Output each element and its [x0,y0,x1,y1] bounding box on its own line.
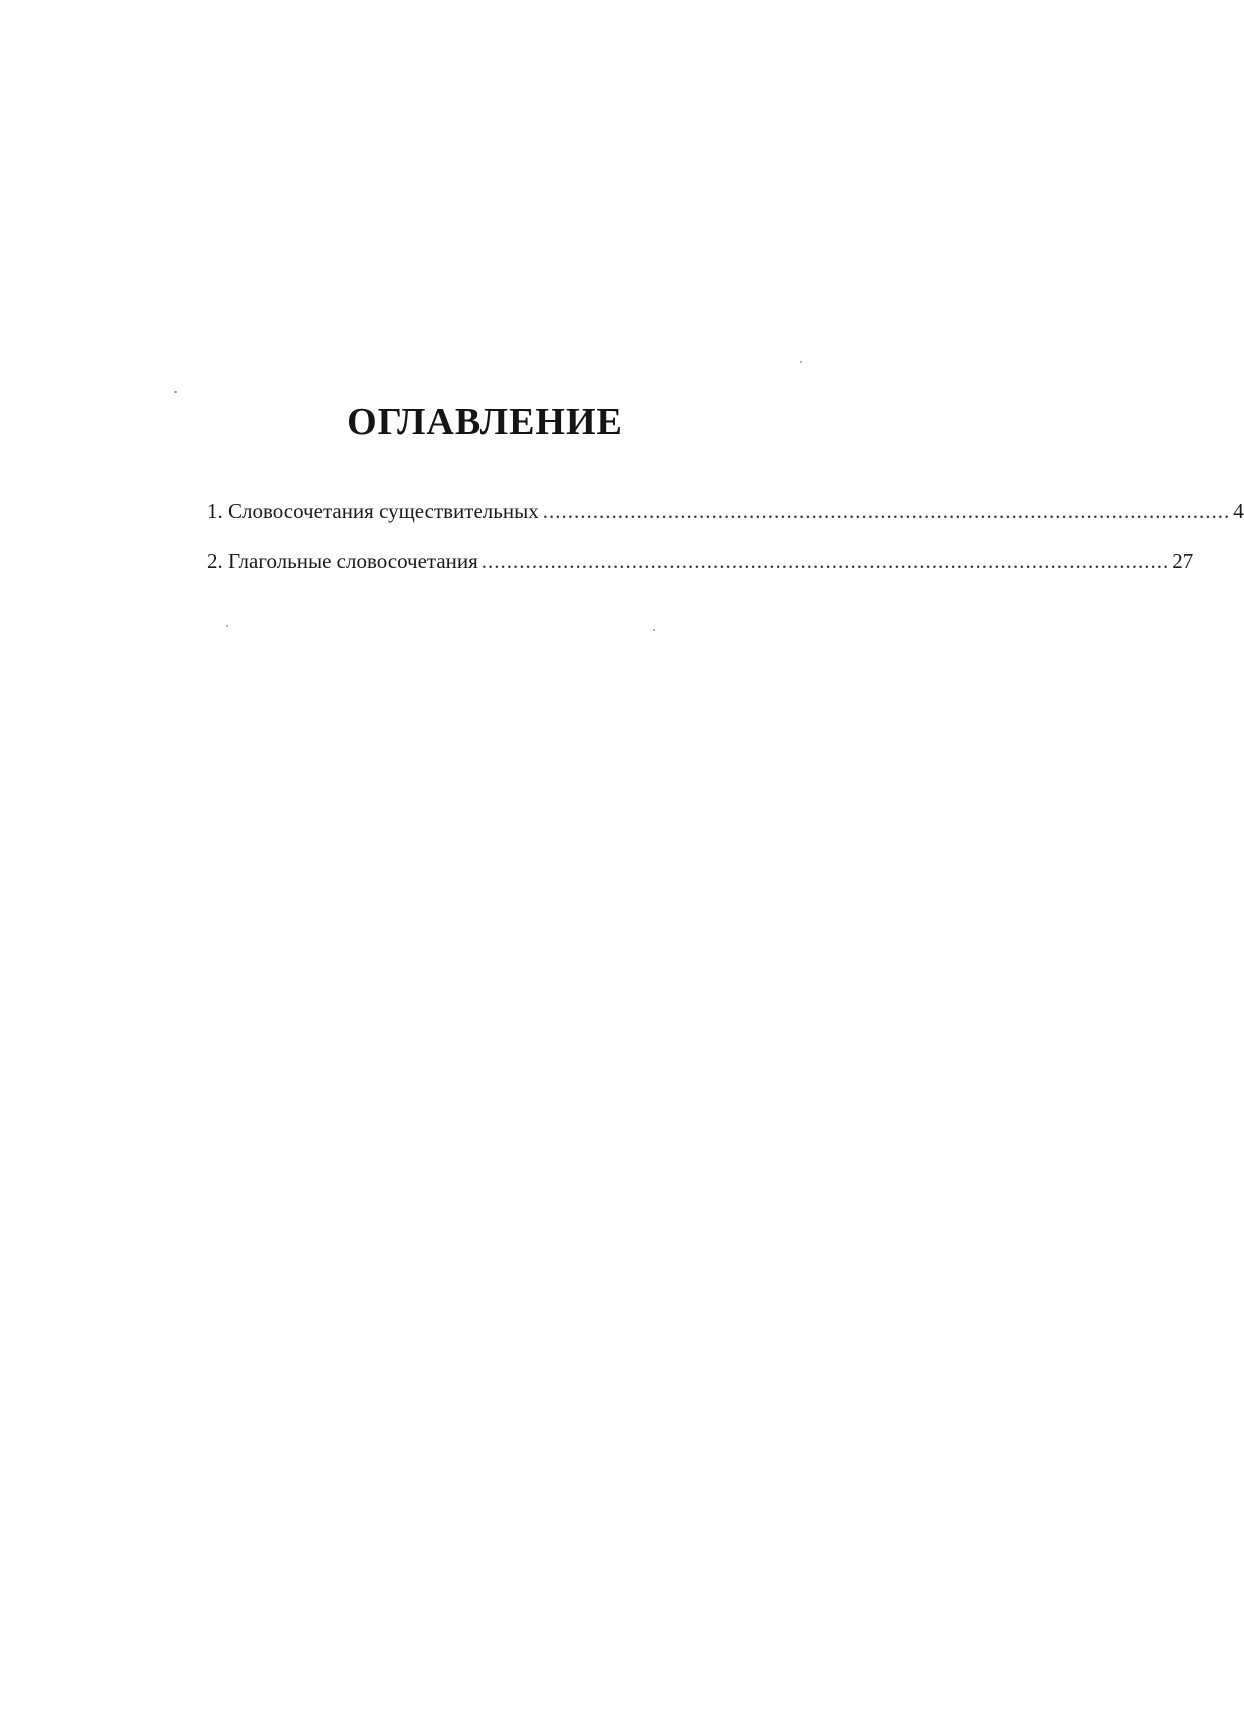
toc-page-number: 27 [1172,549,1194,573]
page-title: ОГЛАВЛЕНИЕ [347,401,623,443]
toc-entry[interactable] [207,497,1244,547]
toc-entry-label: 2. Глагольные словосочетания [207,549,478,573]
scan-speck [800,361,802,363]
toc-dot-leader: .............................................................................................................. [542,499,1231,523]
scan-speck [226,625,228,627]
scan-speck [653,629,655,631]
scan-speck [174,391,177,393]
toc-dot-leader: .............................................................................................................. [481,549,1170,573]
table-of-contents [207,497,1244,597]
toc-entry-label: 1. Словосочетания существительных [207,499,539,523]
toc-page-number: 4 [1233,499,1244,523]
toc-entry[interactable] [207,547,1194,597]
